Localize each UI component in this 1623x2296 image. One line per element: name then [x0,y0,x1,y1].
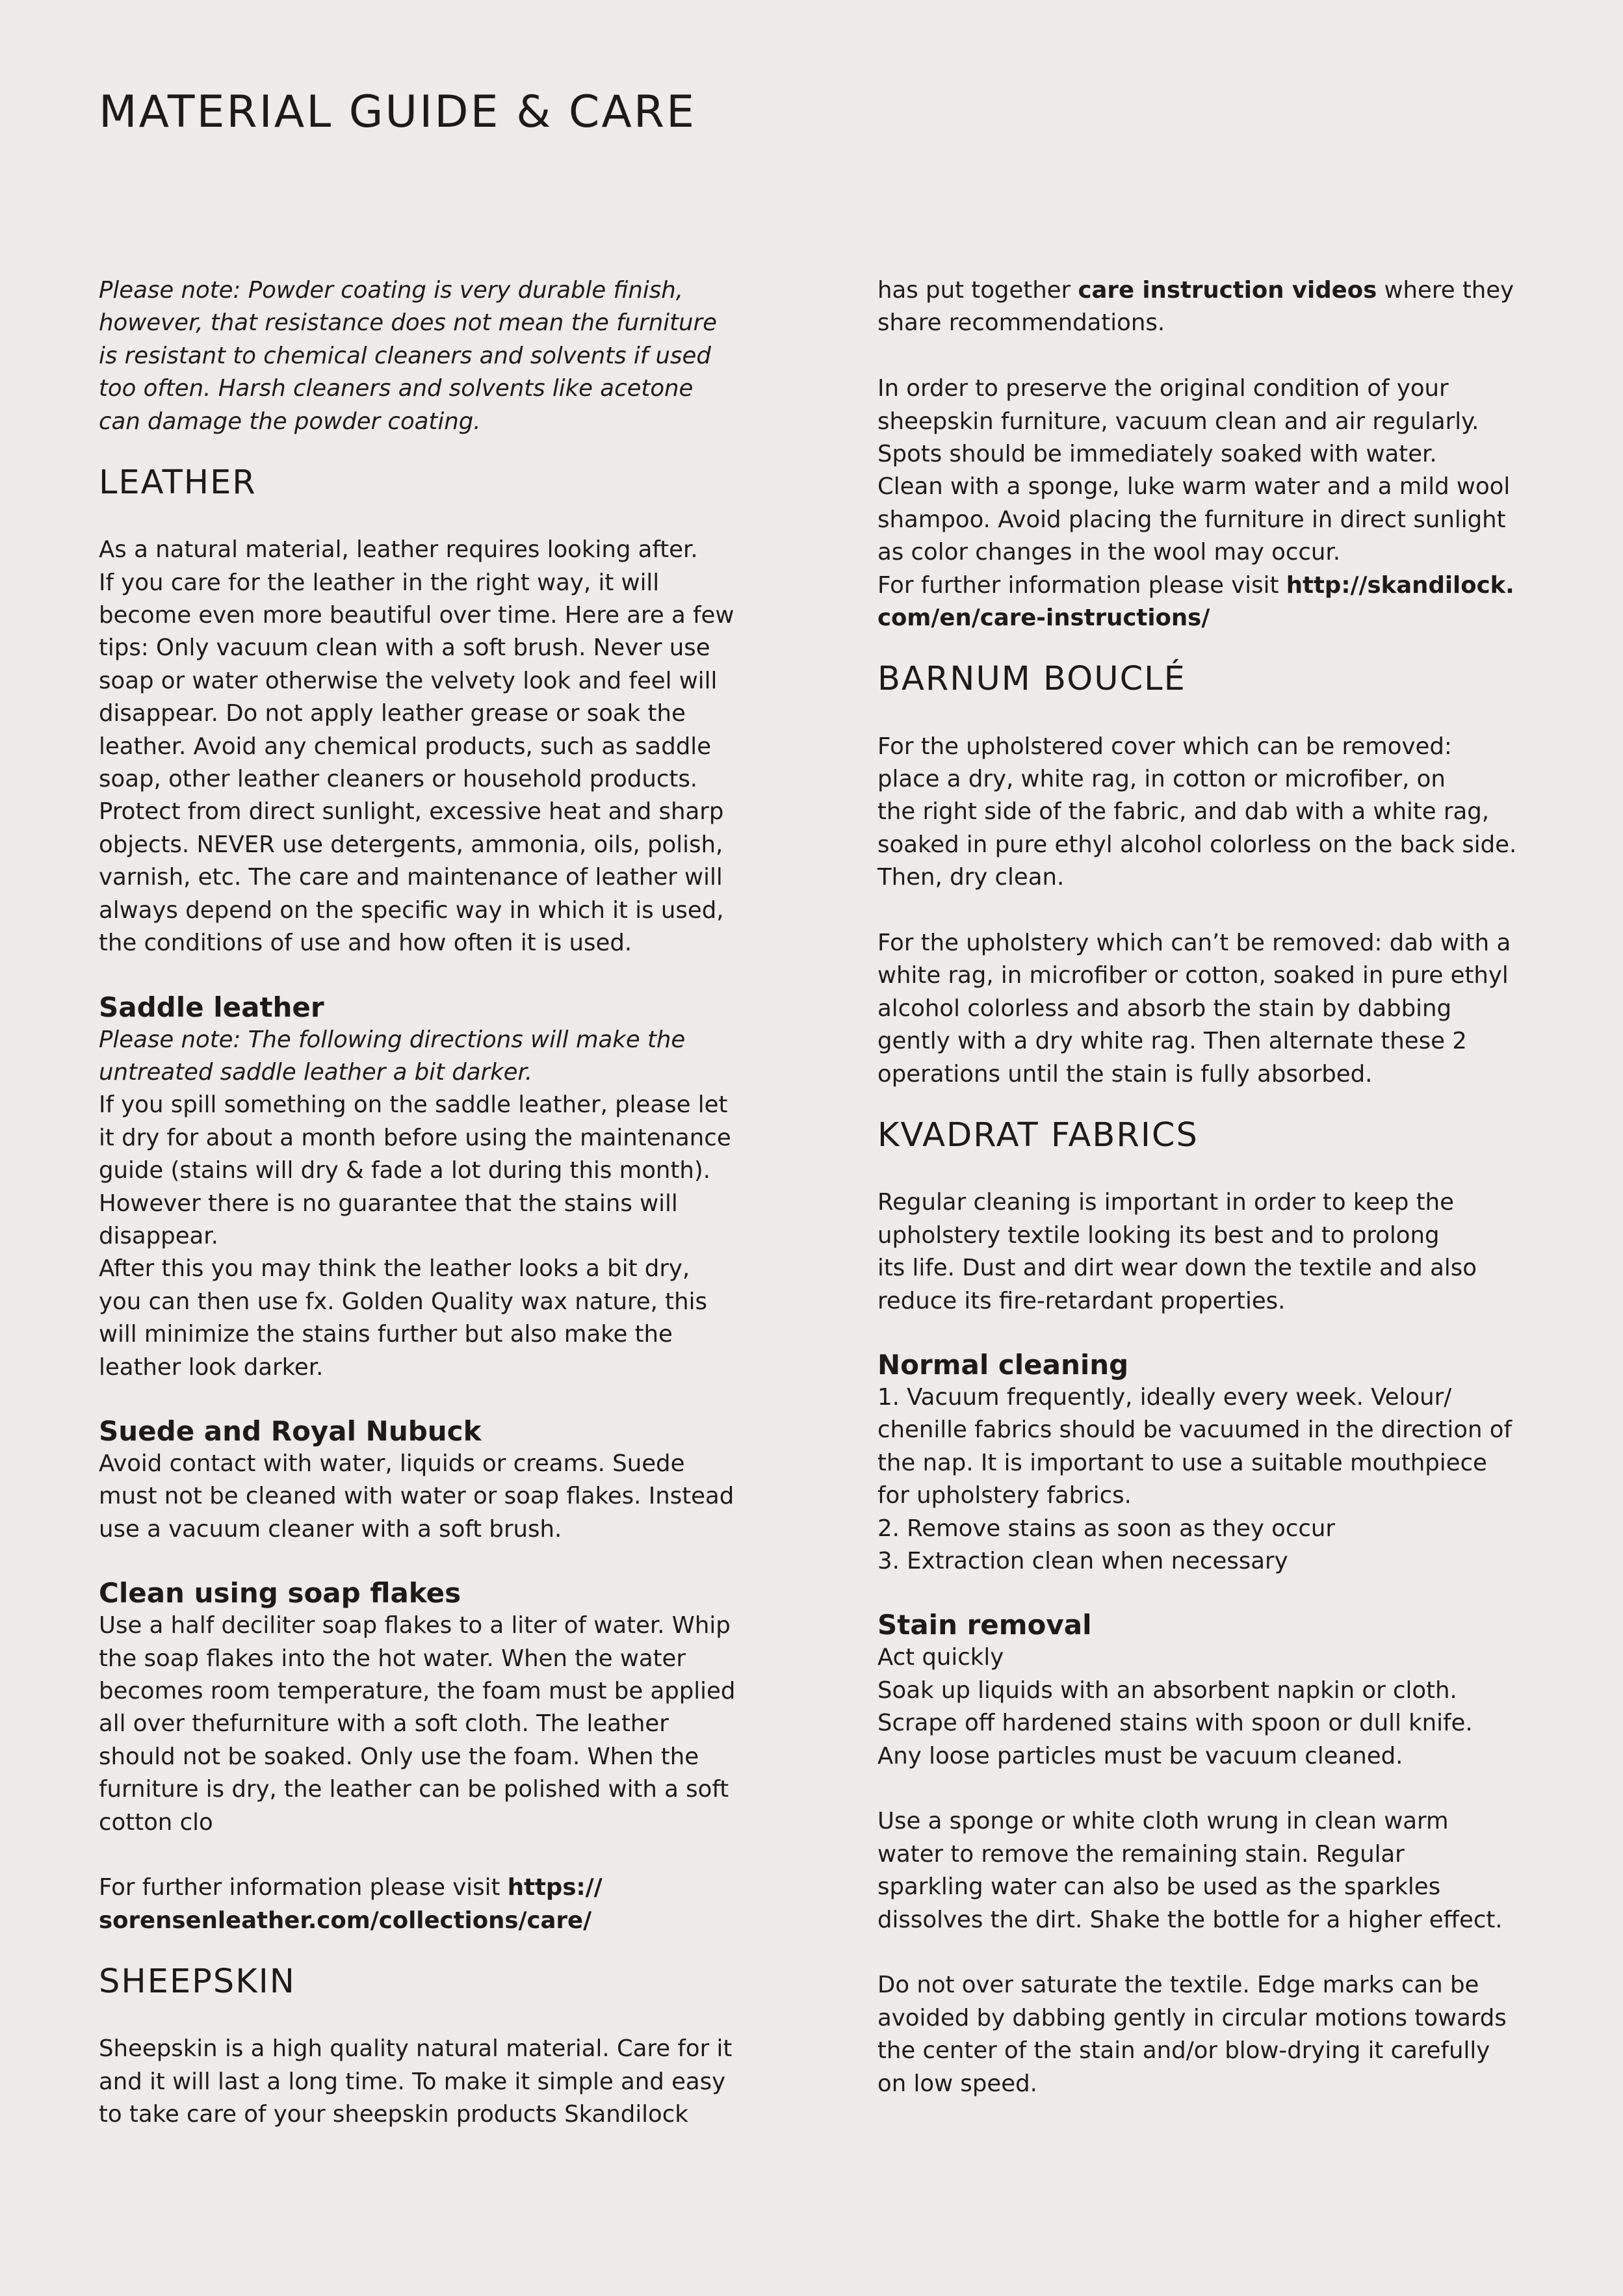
stain-removal-heading: Stain removal [877,1609,1092,1641]
barnum-para-1: For the upholstered cover which can be removed: place a dry, white rag, in cotton or microfiber, on the right side of the fabric, and dab with a white rag, soaked in pure ethyl alcohol colorless on the back side. Then, dry clean. [877,733,1517,891]
left-column [99,274,755,2132]
barnum-para-2: For the upholstery which can’t be removed: dab with a white rag, in microfiber or cotton, soaked in pure ethyl alcohol colorless and absorb the stain by dabbing gently with a dry white rag. Then alternate these 2 operations until the stain is fully absorbed. [877,930,1511,1088]
skandilock-link[interactable]: http://skandilock. [1286,571,1514,599]
barnum-boucle-heading: BARNUM BOUCLÉ [877,660,1186,699]
soap-flakes-body: Use a half deciliter soap flakes to a liter of water. Whip the soap flakes into the hot water. When the water becomes room temperature, the foam must be applied all over thefurniture with a soft cloth. The leather should not be soaked. Only use the foam. When the furniture is dry, the leather can be polished with a soft cotton clo [99,1612,736,1836]
care-videos-link[interactable]: care instruction videos [1078,277,1377,304]
soap-flakes-heading: Clean using soap flakes [99,1577,461,1610]
powder-coating-note: Please note: Powder coating is very durable finish, however, that resistance does not mean the furniture is resistant to chemical cleaners and solvents if used too often. Harsh cleaners and solvents like acetone can damage the powder coating. [99,277,717,435]
sorensen-link[interactable]: https:// [507,1874,603,1901]
sheepskin-heading: SHEEPSKIN [99,1963,296,2002]
kvadrat-body: Regular cleaning is important in order to keep the upholstery textile looking its best and to prolong its life. Dust and dirt wear down the textile and also reduce its fire-retardant properties. [877,1189,1477,1314]
sorensen-link-continued[interactable]: sorensenleather.com/collections/care/ [99,1907,592,1934]
suede-heading: Suede and Royal Nubuck [99,1415,482,1447]
saddle-leather-body: If you spill something on the saddle leather, please let it dry for about a month before using the maintenance guide (stains will dry & fade a lot during this month). However there is no guarantee that the stains will disappear. After this you may think the leather looks a bit dry, you can then use fx. Golden Quality wax nature, this will minimize the stains further but also make the leather look darker. [99,1091,731,1381]
stain-removal-para-1: Act quickly Soak up liquids with an absorbent napkin or cloth. Scrape off hardened stains with spoon or dull knife. Any loose particles must be vacuum cleaned. [877,1644,1473,1769]
skandilock-link-continued[interactable]: com/en/care-instructions/ [877,605,1210,632]
sheepskin-continued: has put together care instruction videos where they share recommendations. [877,277,1514,337]
saddle-leather-heading: Saddle leather [99,991,324,1023]
saddle-leather-note: Please note: The following directions will make the untreated saddle leather a bit darker. [99,1026,686,1086]
normal-cleaning-heading: Normal cleaning [877,1348,1129,1381]
stain-removal-para-3: Do not over saturate the textile. Edge marks can be avoided by dabbing gently in circular motions towards the center of the stain and/or blow-drying it carefully on low speed. [877,1972,1507,2097]
leather-heading: LEATHER [99,463,257,502]
leather-more-info: For further information please visit https:// sorensenleather.com/collections/care/ [99,1874,603,1934]
stain-removal-para-2: Use a sponge or white cloth wrung in clean warm water to remove the remaining stain. Regular sparkling water can also be used as the sparkles dissolves the dirt. Shake the bottle for a higher effect. [877,1808,1503,1933]
normal-cleaning-body: 1. Vacuum frequently, ideally every week. Velour/ chenille fabrics should be vacuumed in the direction of the nap. It is important to use a suitable mouthpiece for upholstery fabrics. 2. Remove stains as soon as they occur 3. Extraction clean when necessary [877,1383,1512,1574]
leather-body: As a natural material, leather requires looking after. If you care for the leather in the right way, it will become even more beautiful over time. Here are a few tips: Only vacuum clean with a soft brush. Never use soap or water otherwise the velvety look and feel will disappear. Do not apply leather grease or soak the leather. Avoid any chemical products, such as saddle soap, other leather cleaners or household products. Protect from direct sunlight, excessive heat and sharp objects. NEVER use detergents, ammonia, oils, polish, varnish, etc. The care and maintenance of leather will always depend on the specific way in which it is used, the conditions of use and how often it is used. [99,536,734,957]
page-title: MATERIAL GUIDE & CARE [99,86,697,138]
sheepskin-body: Sheepskin is a high quality natural material. Care for it and it will last a long time. To make it simple and easy to take care of your sheepskin products Skandilock [99,2035,733,2128]
sheepskin-care-body: In order to preserve the original condition of your sheepskin furniture, vacuum clean and air regularly. Spots should be immediately soaked with water. Clean with a sponge, luke warm water and a mild wool shampoo. Avoid placing the furniture in direct sunlight as color changes in the wool may occur. For further information please visit http://skandilock. com/en/care-instructions/ [877,375,1514,632]
kvadrat-heading: KVADRAT FABRICS [877,1116,1199,1155]
suede-body: Avoid contact with water, liquids or creams. Suede must not be cleaned with water or soap flakes. Instead use a vacuum cleaner with a soft brush. [99,1450,734,1543]
right-column [877,274,1534,2100]
